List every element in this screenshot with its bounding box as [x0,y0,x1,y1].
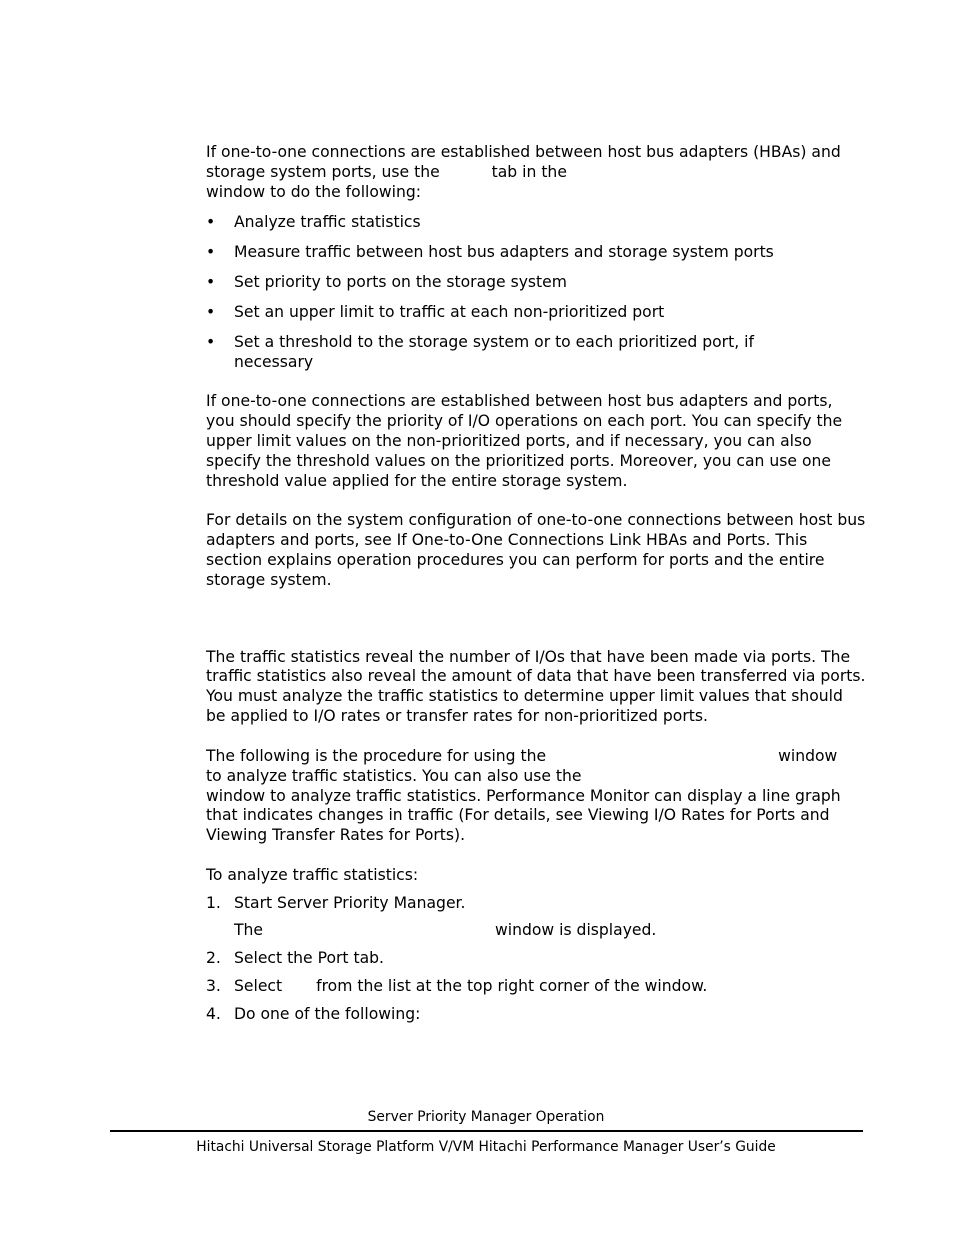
list-item: • Set an upper limit to traffic at each non-prioritized port [206,303,665,321]
bullet-icon: • [206,333,216,352]
bullet-icon: • [206,272,216,291]
list-item: 3. Select from the list at the top right corner of the window. [206,977,708,996]
intro-paragraph [206,143,866,203]
procedure-paragraph: The following is the procedure for using the window to analyze traffic statistics. You can also use the window to analyze traffic statistics. Performance Monitor can display a line graph that indicates changes in traffic (For details, see Viewing I/O Rates for Ports and Viewing Transfer Rates for Ports). [206,746,841,845]
bullet-icon: • [206,303,216,321]
list-item: • Set priority to ports on the storage system [206,272,567,291]
list-item: • Measure traffic between host bus adapters and storage system ports [206,242,774,261]
list-item: 1. Start Server Priority Manager. The window is displayed. [206,894,866,942]
bullet-icon: • [206,212,216,231]
document-body [206,143,866,1025]
step-result: The window is displayed. [234,921,657,940]
traffic-paragraph: The traffic statistics reveal the number of I/Os that have been made via ports. The traffic statistics also reveal the amount of data that have been transferred via ports. You must analyze the traffic statistics to determine upper limit values that should be applied to I/O rates or transfer rates for non-prioritized ports. [206,647,866,726]
section-spacer [206,611,866,648]
list-item: • Set a threshold to the storage system or to each prioritized port, if necessary [206,333,754,371]
feature-bullet-list [206,213,866,373]
intro-text-3: window to do the following: [206,182,422,201]
procedure-step-list [206,894,866,1025]
intro-text-2: tab in the [491,162,567,181]
list-item: • Analyze traffic statistics [206,212,421,231]
footer-section-title: Server Priority Manager Operation [367,1109,605,1125]
to-analyze-heading: To analyze traffic statistics: [206,865,419,884]
priority-paragraph: If one-to-one connections are established between host bus adapters and ports, you should specify the priority of I/O operations on each port. You can specify the upper limit values on the non-prioritized ports, and if necessary, you can also specify the threshold values on the prioritized ports. Moreover, you can use one threshold value applied for the entire storage system. [206,392,843,491]
footer-divider [110,1130,863,1132]
list-item: 2. Select the Port tab. [206,949,385,968]
intro-text-1: If one-to-one connections are established between host bus adapters (HBAs) and storage system ports, use the [206,143,841,181]
list-item: 4. Do one of the following: [206,1004,421,1023]
bullet-icon: • [206,242,216,261]
footer-guide-title: Hitachi Universal Storage Platform V/VM Hitachi Performance Manager User’s Guide [196,1139,776,1155]
details-paragraph: For details on the system configuration of one-to-one connections between host bus adapters and ports, see If One-to-One Connections Link HBAs and Ports. This section explains operation procedures you can perform for ports and the entire storage system. [206,511,866,590]
